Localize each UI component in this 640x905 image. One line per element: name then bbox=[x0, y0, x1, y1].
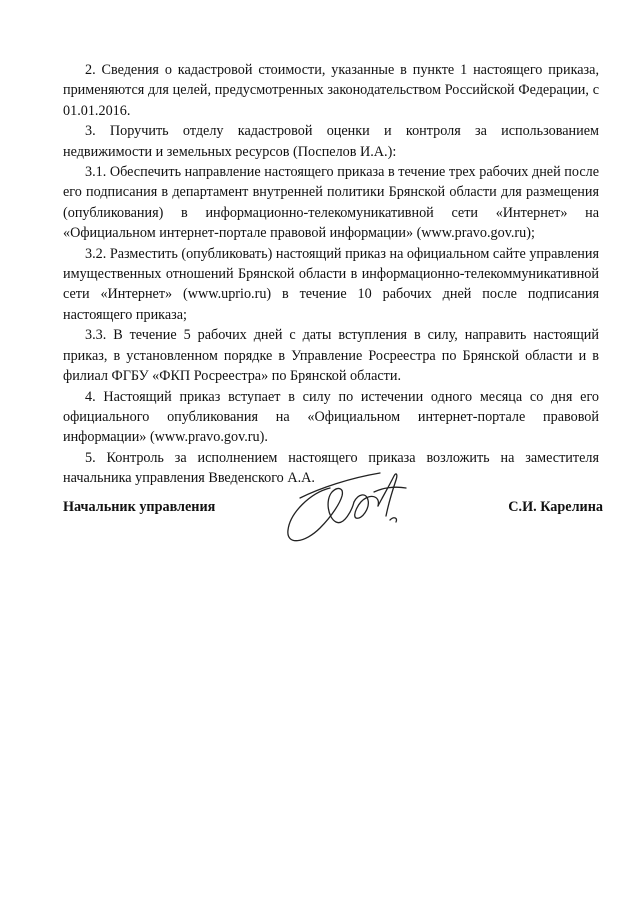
signatory-name: С.И. Карелина bbox=[508, 499, 603, 515]
signature-row bbox=[63, 497, 603, 537]
paragraph-4: 4. Настоящий приказ вступает в силу по истечении одного месяца со дня его официального опубликования на «Официальном интернет-портале правовой информации» (www.pravo.gov.ru). bbox=[63, 388, 599, 446]
paragraph-3-3: 3.3. В течение 5 рабочих дней с даты вступления в силу, направить настоящий приказ, в установленном порядке в Управление Росреестра по Брянской области и в филиал ФГБУ «ФКП Росреестра» по Брянской области. bbox=[63, 327, 599, 385]
paragraph-5: 5. Контроль за исполнением настоящего приказа возложить на заместителя начальника управления Введенского А.А. bbox=[63, 449, 599, 487]
signatory-position: Начальник управления bbox=[63, 499, 216, 515]
paragraph-3: 3. Поручить отделу кадастровой оценки и контроля за использованием недвижимости и земельных ресурсов (Поспелов И.А.): bbox=[63, 123, 599, 160]
document-body bbox=[63, 60, 599, 489]
paragraph-2: 2. Сведения о кадастровой стоимости, указанные в пункте 1 настоящего приказа, применяются для целей, предусмотренных законодательством Российской Федерации, с 01.01.2016. bbox=[63, 62, 599, 119]
paragraph-3-1: 3.1. Обеспечить направление настоящего приказа в течение трех рабочих дней после его подписания в департамент внутренней политики Брянской области для размещения (опубликования) в информационно-телекомуникативной сети «Интернет» на «Официальном интернет-портале правовой информации» (www.pravo.gov.ru); bbox=[63, 164, 599, 242]
paragraph-3-2: 3.2. Разместить (опубликовать) настоящий приказ на официальном сайте управления имущественных отношений Брянской области в информационно-телекоммуникативной сети «Интернет» (www.uprio.ru) в течение 10 рабочих дней после подписания настоящего приказа; bbox=[63, 245, 599, 323]
